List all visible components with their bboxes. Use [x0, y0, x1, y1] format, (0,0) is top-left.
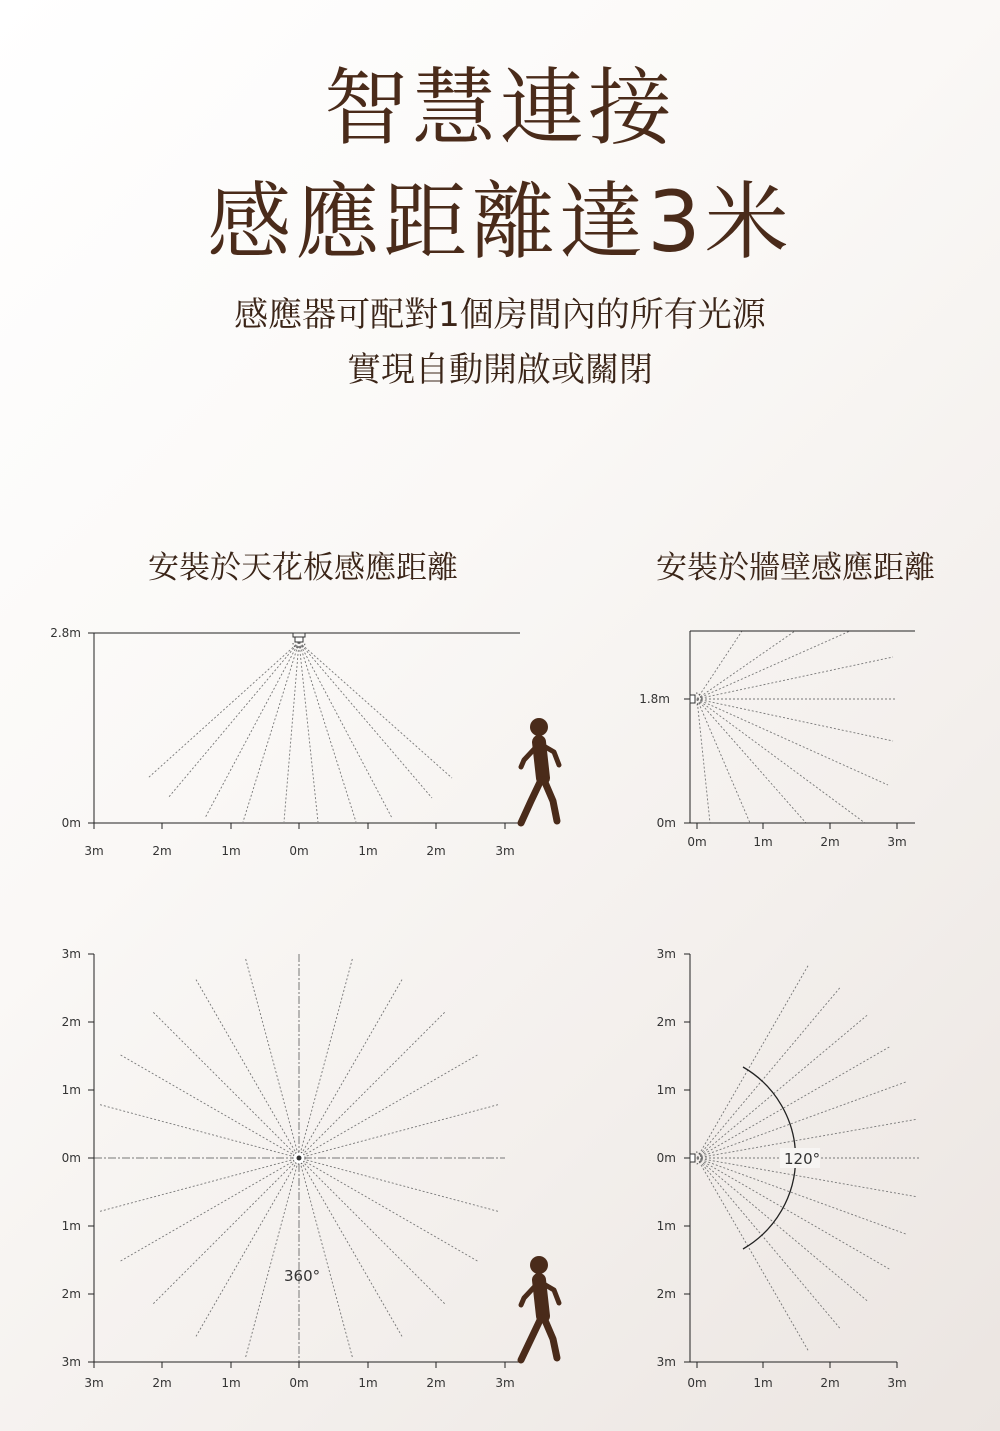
x-tick: 1m — [358, 1376, 378, 1390]
detection-ray — [284, 642, 299, 822]
y-tick: 2m — [61, 1015, 81, 1029]
detection-ray — [697, 1158, 840, 1328]
detection-ray — [697, 699, 806, 823]
detection-ray — [697, 631, 795, 699]
y-tick: 0m — [61, 1151, 81, 1165]
detection-ray — [299, 1158, 446, 1305]
detection-ray — [195, 978, 299, 1158]
y-tick: 3m — [656, 947, 676, 961]
detection-ray — [299, 1158, 479, 1262]
wall-sensor-icon — [690, 1152, 701, 1164]
detection-ray — [152, 1011, 299, 1158]
y-tick: 2m — [656, 1287, 676, 1301]
y-tick: 2m — [656, 1015, 676, 1029]
page-title-line2: 感應距離達3米 — [207, 173, 793, 271]
ceiling-top-y-ticks — [62, 947, 94, 1369]
coverage-angle-label: 120° — [784, 1150, 821, 1168]
wall-top-y-ticks — [657, 947, 690, 1369]
detection-ray — [299, 642, 356, 822]
detection-ray — [299, 642, 452, 778]
x-tick: 3m — [887, 835, 907, 849]
x-tick: 2m — [820, 1376, 840, 1390]
subtitle-line2: 實現自動開啟或關閉 — [347, 350, 653, 390]
y-tick: 2m — [61, 1287, 81, 1301]
x-tick: 2m — [820, 835, 840, 849]
x-tick: 1m — [358, 844, 378, 858]
detection-ray — [697, 1015, 867, 1158]
detection-ray — [697, 988, 840, 1158]
wall-sensor-icon — [690, 693, 701, 705]
detection-ray — [119, 1158, 299, 1262]
detection-ray — [299, 642, 318, 822]
detection-ray — [299, 1158, 353, 1359]
detection-ray — [299, 1158, 500, 1212]
wall-side-x-ticks — [687, 823, 906, 849]
y-tick: 3m — [656, 1355, 676, 1369]
ceiling-top-panel — [62, 947, 559, 1390]
detection-ray — [697, 657, 893, 699]
coverage-angle-label: 360° — [284, 1267, 321, 1285]
wall-top-panel — [657, 947, 919, 1390]
detection-ray — [245, 1158, 299, 1359]
x-tick: 1m — [221, 844, 241, 858]
y-tick: 0m — [656, 1151, 676, 1165]
x-tick: 2m — [426, 1376, 446, 1390]
wall-side-panel — [639, 631, 915, 849]
ceiling-side-panel — [50, 626, 559, 858]
x-tick: 1m — [753, 1376, 773, 1390]
detection-ray — [119, 1054, 299, 1158]
x-tick: 3m — [84, 1376, 104, 1390]
mount-height-label: 1.8m — [639, 692, 670, 706]
wall-section-label: 安裝於牆壁感應距離 — [656, 550, 935, 586]
wall-top-x-ticks — [687, 1362, 906, 1390]
detection-ray — [697, 699, 893, 741]
detection-ray — [299, 642, 432, 798]
subtitle-line1: 感應器可配對1個房間內的所有光源 — [234, 295, 766, 335]
x-tick: 2m — [152, 1376, 172, 1390]
detection-ray — [195, 1158, 299, 1338]
height-label-bottom: 0m — [61, 816, 81, 830]
x-tick: 0m — [289, 1376, 309, 1390]
y-tick: 3m — [61, 1355, 81, 1369]
detection-ray — [299, 978, 403, 1158]
detection-ray — [168, 642, 299, 798]
detection-ray — [299, 642, 392, 818]
y-tick: 1m — [61, 1219, 81, 1233]
ceiling-top-x-ticks — [84, 1362, 514, 1390]
ceiling-side-rays — [148, 642, 452, 822]
detection-ray — [299, 1104, 500, 1158]
detection-ray — [697, 1158, 867, 1301]
walking-person-icon — [521, 718, 559, 823]
detection-ray — [697, 699, 750, 823]
detection-ray — [152, 1158, 299, 1305]
center-sensor-icon — [293, 1152, 305, 1164]
detection-ray — [299, 1011, 446, 1158]
detection-ray — [98, 1104, 299, 1158]
y-tick: 1m — [656, 1083, 676, 1097]
height-label-bottom: 0m — [656, 816, 676, 830]
y-tick: 1m — [656, 1219, 676, 1233]
x-tick: 3m — [887, 1376, 907, 1390]
y-tick: 1m — [61, 1083, 81, 1097]
detection-ray — [697, 699, 865, 823]
y-tick: 3m — [61, 947, 81, 961]
ceiling-section-label: 安裝於天花板感應距離 — [148, 550, 458, 586]
x-tick: 0m — [687, 1376, 707, 1390]
x-tick: 1m — [221, 1376, 241, 1390]
detection-ray — [299, 1158, 403, 1338]
x-tick: 2m — [152, 844, 172, 858]
ceiling-side-x-ticks — [84, 823, 514, 858]
x-tick: 0m — [687, 835, 707, 849]
x-tick: 2m — [426, 844, 446, 858]
height-label-top: 2.8m — [50, 626, 81, 640]
x-tick: 1m — [753, 835, 773, 849]
detection-ray — [98, 1158, 299, 1212]
detection-ray — [697, 699, 710, 823]
x-tick: 3m — [495, 844, 515, 858]
detection-ray — [245, 957, 299, 1158]
x-tick: 0m — [289, 844, 309, 858]
walking-person-icon — [521, 1256, 559, 1360]
x-tick: 3m — [495, 1376, 515, 1390]
wall-side-rays — [697, 631, 897, 823]
page-title-line1: 智慧連接 — [323, 59, 676, 157]
x-tick: 3m — [84, 844, 104, 858]
detection-ray — [148, 642, 299, 778]
detection-ray — [299, 957, 353, 1158]
detection-ray — [697, 699, 888, 785]
detection-ray — [299, 1054, 479, 1158]
